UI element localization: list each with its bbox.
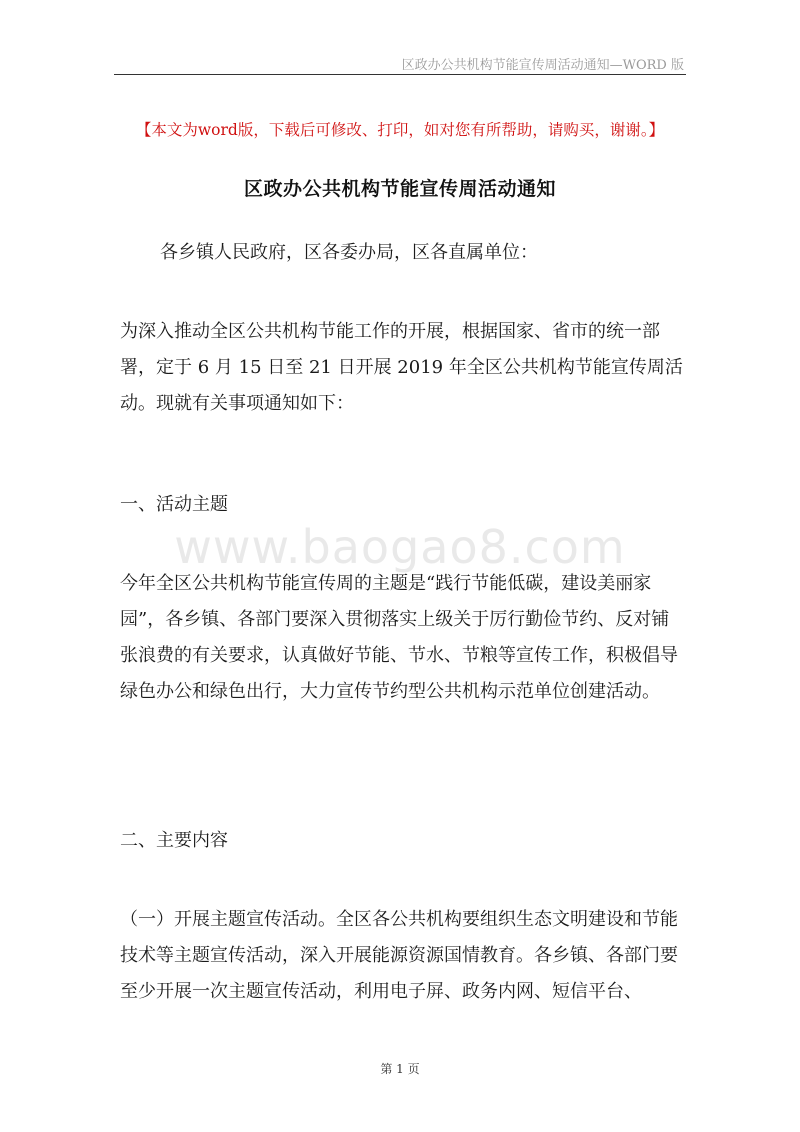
- section-heading-theme: 一、活动主题: [120, 494, 228, 515]
- word-version-notice: 【本文为word版，下载后可修改、打印，如对您有所帮助，请购买，谢谢。】: [135, 121, 665, 139]
- section-heading-content: 二、主要内容: [120, 830, 228, 851]
- content-item-1-paragraph: （一）开展主题宣传活动。全区各公共机构要组织生态文明建设和节能技术等主题宣传活动，深入开展能源资源国情教育。各乡镇、各部门要至少开展一次主题宣传活动，利用电子屏、政务内网、短信平台、: [120, 909, 678, 1002]
- intro-paragraph: 为深入推动全区公共机构节能工作的开展，根据国家、省市的统一部署，定于 6 月 15 日至 21 日开展 2019 年全区公共机构节能宣传周活动。现就有关事项通知如下：: [120, 321, 683, 414]
- page-number: 第 1 页: [380, 1062, 420, 1076]
- theme-paragraph: 今年全区公共机构节能宣传周的主题是“践行节能低碳，建设美丽家园”，各乡镇、各部门要深入贯彻落实上级关于厉行勤俭节约、反对铺张浪费的有关要求，认真做好节能、节水、节粮等宣传工作，积极倡导绿色办公和绿色出行，大力宣传节约型公共机构示范单位创建活动。: [120, 573, 678, 702]
- watermark-text: www.baogao8.com: [174, 520, 626, 574]
- salutation: 各乡镇人民政府，区各委办局，区各直属单位：: [160, 242, 538, 263]
- document-title: 区政办公共机构节能宣传周活动通知: [243, 178, 556, 200]
- running-header-title: 区政办公共机构节能宣传周活动通知—WORD 版: [401, 58, 684, 73]
- header-divider: [114, 74, 686, 75]
